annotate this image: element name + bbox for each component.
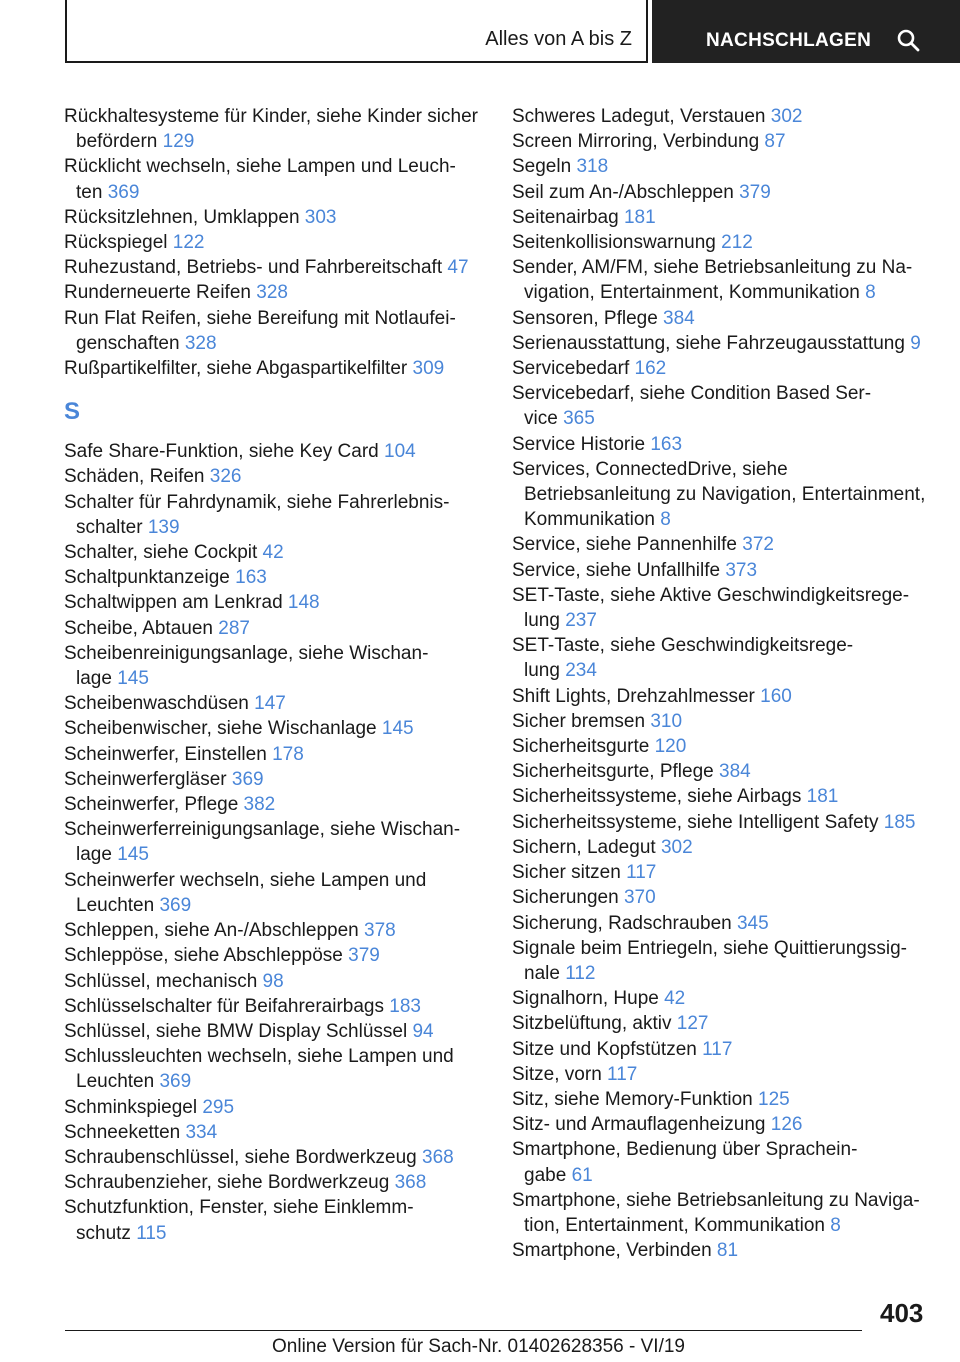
entry-page-link[interactable]: 328: [256, 282, 288, 304]
entry-term: lage: [76, 668, 112, 690]
entry-page-link[interactable]: 302: [660, 836, 693, 858]
entry-term: Service, siehe Unfallhilfe: [512, 559, 721, 581]
index-entry: [512, 1137, 942, 1187]
entry-term: schalter: [76, 516, 143, 538]
entry-term: Schlüssel, siehe BMW Display Schlüssel: [64, 1020, 408, 1042]
index-entry: [512, 230, 942, 255]
index-entry: [64, 616, 494, 641]
entry-page-link[interactable]: 369: [107, 181, 140, 203]
entry-page-link[interactable]: 309: [412, 358, 445, 380]
entry-page-link[interactable]: 127: [676, 1013, 709, 1035]
entry-term: Schweres Ladegut, Verstauen: [512, 106, 766, 127]
entry-page-link[interactable]: 185: [883, 811, 916, 833]
entry-term: Scheinwerfergläser: [64, 768, 227, 790]
entry-page-link[interactable]: 104: [384, 441, 416, 463]
entry-page-link[interactable]: 147: [254, 693, 286, 715]
entry-term: Seitenkollisionswarnung: [512, 232, 716, 254]
index-entry: [64, 154, 494, 204]
index-entry: [64, 767, 494, 792]
entry-term: Sicherheitsgurte, Pflege: [512, 761, 714, 783]
entry-page-link[interactable]: 370: [623, 887, 656, 909]
entry-page-link[interactable]: 8: [660, 509, 671, 531]
entry-page-link[interactable]: 378: [364, 920, 396, 942]
entry-term: Rußpartikelfilter, siehe Abgaspartikelfilter: [64, 358, 408, 380]
index-column-right: [512, 104, 942, 1263]
index-entry: [64, 439, 494, 464]
entry-term: Sicherungen: [512, 887, 619, 909]
entry-page-link[interactable]: 368: [394, 1172, 427, 1194]
entry-page-link[interactable]: 373: [725, 559, 758, 581]
entry-page-link[interactable]: 369: [159, 894, 192, 916]
entry-term: Servicebedarf, siehe Condition Based Ser-: [512, 383, 872, 405]
entry-term: Rückspiegel: [64, 232, 168, 254]
index-entry: [64, 918, 494, 943]
entry-term: Schutzfunktion, Fenster, siehe Einklemm-: [64, 1197, 414, 1219]
entry-term: befördern: [76, 131, 158, 153]
index-entry: [512, 129, 942, 154]
footer-version-text: Online Version für Sach-Nr. 01402628356 - VI/19: [272, 1336, 685, 1357]
index-entry: [512, 457, 942, 533]
entry-term: Sitze, vorn: [512, 1063, 602, 1085]
index-entry: [512, 684, 942, 709]
entry-term: Schleppen, siehe An-/Abschleppen: [64, 920, 359, 942]
index-entry: [512, 558, 942, 583]
entry-page-link[interactable]: 369: [159, 1071, 192, 1093]
entry-page-link[interactable]: 379: [739, 181, 771, 203]
entry-term: Schaltpunktanzeige: [64, 567, 230, 589]
index-entry: [512, 1112, 942, 1137]
entry-term: Schraubenschlüssel, siehe Bordwerkzeug: [64, 1146, 417, 1168]
index-entry: [64, 205, 494, 230]
index-entry: [512, 860, 942, 885]
entry-term: Smartphone, siehe Betriebsanleitung zu Naviga-: [512, 1189, 920, 1211]
entry-term: lung: [524, 610, 560, 632]
index-entry: [512, 532, 942, 557]
index-entry: [64, 691, 494, 716]
entry-term: Sicherung, Radschrauben: [512, 912, 732, 934]
index-entry: [64, 969, 494, 994]
entry-page-link[interactable]: 365: [563, 408, 595, 430]
entry-term: Ruhezustand, Betriebs- und Fahrbereitschaft: [64, 257, 443, 279]
index-entry: [512, 885, 942, 910]
index-entry: [512, 784, 942, 809]
entry-term: Service, siehe Pannenhilfe: [512, 534, 737, 556]
entry-page-link[interactable]: 115: [136, 1222, 167, 1244]
entry-page-link[interactable]: 125: [758, 1088, 790, 1110]
entry-term: Scheibenwischer, siehe Wischanlage: [64, 718, 377, 740]
entry-page-link[interactable]: 9: [910, 332, 921, 354]
entry-term: Betriebsanleitung zu Navigation, Entertainment,: [524, 484, 926, 506]
entry-page-link[interactable]: 295: [202, 1096, 235, 1118]
entry-term: Signale beim Entriegeln, siehe Quittierungssig-: [512, 937, 907, 959]
entry-term: Scheibenwaschdüsen: [64, 693, 249, 715]
entry-term: Schraubenzieher, siehe Bordwerkzeug: [64, 1172, 390, 1194]
entry-page-link[interactable]: 379: [348, 945, 380, 967]
index-entry: [64, 540, 494, 565]
index-entry: [64, 1145, 494, 1170]
index-entry: [512, 255, 942, 305]
entry-page-link[interactable]: 126: [770, 1114, 803, 1136]
index-entry: [512, 1188, 942, 1238]
index-entry: [64, 1095, 494, 1120]
index-entry: [64, 817, 494, 867]
entry-term: Smartphone, Verbinden: [512, 1240, 712, 1262]
entry-page-link[interactable]: 117: [626, 862, 657, 884]
index-entry: [512, 835, 942, 860]
entry-term: lage: [76, 844, 112, 866]
page-number: 403: [880, 1298, 924, 1328]
entry-term: SET-Taste, siehe Geschwindigkeitsrege-: [512, 635, 854, 657]
entry-term: Sitz- und Armauflagenheizung: [512, 1114, 766, 1136]
index-entry: [512, 633, 942, 683]
entry-page-link[interactable]: 384: [719, 761, 751, 783]
entry-term: Sicherheitsgurte: [512, 736, 650, 758]
index-entry: [512, 1011, 942, 1036]
entry-term: Schäden, Reifen: [64, 466, 205, 488]
index-entry: [64, 994, 494, 1019]
index-entry: [64, 230, 494, 255]
entry-term: Sender, AM/FM, siehe Betriebsanleitung zu Na-: [512, 257, 913, 279]
entry-term: Schlüsselschalter für Beifahrerairbags: [64, 995, 384, 1017]
entry-term: Services, ConnectedDrive, siehe: [512, 458, 788, 480]
entry-page-link[interactable]: 178: [272, 743, 304, 765]
entry-term: Runderneuerte Reifen: [64, 282, 251, 304]
entry-term: vigation, Entertainment, Kommunikation: [524, 282, 860, 304]
entry-term: Sicher sitzen: [512, 862, 621, 884]
entry-term: ten: [76, 181, 103, 203]
index-entry: [512, 1238, 942, 1263]
entry-term: Scheibenreinigungsanlage, siehe Wischan-: [64, 642, 429, 664]
index-entry: [64, 792, 494, 817]
entry-term: Segeln: [512, 156, 572, 178]
index-entry: [64, 742, 494, 767]
entry-term: Seil zum An-/Abschleppen: [512, 181, 734, 203]
index-entry: [512, 810, 942, 835]
entry-term: Screen Mirroring, Verbindung: [512, 131, 760, 153]
entry-term: tion, Entertainment, Kommunikation: [524, 1214, 825, 1236]
index-entry: [512, 734, 942, 759]
index-entry: [64, 255, 494, 280]
entry-page-link[interactable]: 382: [243, 794, 276, 816]
index-entry: [512, 911, 942, 936]
index-entry: [512, 104, 942, 129]
entry-page-link[interactable]: 42: [262, 542, 284, 564]
entry-page-link[interactable]: 334: [185, 1121, 218, 1143]
entry-term: Sichern, Ladegut: [512, 836, 656, 858]
entry-term: Schneeketten: [64, 1121, 181, 1143]
index-entry: [512, 180, 942, 205]
entry-page-link[interactable]: 145: [381, 718, 414, 740]
entry-page-link[interactable]: 345: [736, 912, 769, 934]
footer-divider: [65, 1330, 862, 1331]
index-entry: [64, 565, 494, 590]
index-entry: [64, 356, 494, 381]
header-section-box: [65, 0, 648, 63]
entry-page-link[interactable]: 162: [634, 358, 667, 380]
entry-page-link[interactable]: 181: [806, 786, 839, 808]
index-entry: [64, 716, 494, 741]
entry-term: Run Flat Reifen, siehe Bereifung mit Notlaufei-: [64, 307, 456, 329]
index-entry: [512, 936, 942, 986]
entry-page-link[interactable]: 368: [422, 1146, 454, 1168]
entry-term: Rückhaltesysteme für Kinder, siehe Kinder sicher: [64, 106, 478, 127]
entry-page-link[interactable]: 163: [235, 567, 267, 589]
entry-page-link[interactable]: 148: [287, 592, 320, 614]
entry-page-link[interactable]: 328: [184, 332, 217, 354]
entry-page-link[interactable]: 369: [231, 768, 264, 790]
entry-term: Schalter für Fahrdynamik, siehe Fahrerlebnis-: [64, 491, 450, 513]
index-entry: [512, 381, 942, 431]
entry-page-link[interactable]: 117: [607, 1063, 638, 1085]
entry-term: Shift Lights, Drehzahlmesser: [512, 685, 755, 707]
index-entry: [64, 1019, 494, 1044]
entry-page-link[interactable]: 61: [571, 1164, 593, 1186]
nav-tab-nachschlagen[interactable]: [652, 0, 960, 63]
entry-page-link[interactable]: 120: [654, 736, 687, 758]
entry-term: Scheinwerfer wechseln, siehe Lampen und: [64, 869, 427, 891]
section-title: Alles von A bis Z: [485, 28, 632, 50]
entry-page-link[interactable]: 139: [147, 516, 180, 538]
entry-page-link[interactable]: 237: [565, 610, 597, 632]
index-entry: [64, 590, 494, 615]
entry-page-link[interactable]: 183: [389, 995, 421, 1017]
entry-term: Safe Share-Funktion, siehe Key Card: [64, 441, 379, 463]
entry-page-link[interactable]: 122: [172, 232, 205, 254]
search-icon[interactable]: [896, 28, 920, 52]
entry-term: Sitz, siehe Memory-Funktion: [512, 1088, 753, 1110]
index-entry: [64, 1170, 494, 1195]
entry-term: Smartphone, Bedienung über Sprachein-: [512, 1139, 858, 1161]
index-entry: [64, 641, 494, 691]
entry-term: Rücklicht wechseln, siehe Lampen und Leuch-: [64, 156, 456, 178]
entry-term: Scheinwerferreinigungsanlage, siehe Wischan-: [64, 819, 461, 841]
index-entry: [64, 868, 494, 918]
index-entry: [512, 432, 942, 457]
entry-term: gabe: [524, 1164, 567, 1186]
entry-page-link[interactable]: 8: [830, 1214, 841, 1236]
entry-term: Schlüssel, mechanisch: [64, 970, 258, 992]
index-entry: [512, 1062, 942, 1087]
entry-term: Scheinwerfer, Einstellen: [64, 743, 267, 765]
entry-term: SET-Taste, siehe Aktive Geschwindigkeitsrege-: [512, 584, 910, 606]
entry-term: Leuchten: [76, 1071, 155, 1093]
entry-page-link[interactable]: 47: [447, 257, 469, 279]
entry-term: Schminkspiegel: [64, 1096, 198, 1118]
entry-page-link[interactable]: 98: [262, 970, 284, 992]
index-entry: [512, 356, 942, 381]
index-entry: [64, 1044, 494, 1094]
entry-term: Signalhorn, Hupe: [512, 988, 659, 1010]
entry-page-link[interactable]: 87: [764, 131, 786, 153]
entry-term: Sicherheitssysteme, siehe Intelligent Safety: [512, 811, 879, 833]
index-entry: [64, 280, 494, 305]
entry-term: Sensoren, Pflege: [512, 307, 658, 329]
entry-term: Serienausstattung, siehe Fahrzeugausstattung: [512, 332, 905, 354]
nav-tab-label: NACHSCHLAGEN: [706, 30, 872, 51]
entry-page-link[interactable]: 234: [565, 660, 597, 682]
entry-term: genschaften: [76, 332, 180, 354]
index-entry: [64, 104, 494, 154]
entry-term: Leuchten: [76, 894, 155, 916]
index-entry: [512, 583, 942, 633]
entry-page-link[interactable]: 302: [770, 106, 803, 127]
index-entry: [512, 154, 942, 179]
entry-term: lung: [524, 660, 560, 682]
entry-page-link[interactable]: 117: [702, 1038, 733, 1060]
index-entry: [512, 759, 942, 784]
index-entry: [64, 943, 494, 968]
letter-heading: S: [64, 398, 81, 426]
entry-page-link[interactable]: 372: [742, 534, 774, 556]
entry-page-link[interactable]: 163: [650, 433, 683, 455]
entry-term: Scheibe, Abtauen: [64, 617, 213, 639]
entry-page-link[interactable]: 42: [664, 988, 686, 1010]
index-entry: [512, 1087, 942, 1112]
index-entry: [64, 1120, 494, 1145]
entry-term: Sicherheitssysteme, siehe Airbags: [512, 786, 802, 808]
entry-page-link[interactable]: 145: [117, 668, 149, 690]
entry-page-link[interactable]: 212: [721, 232, 753, 254]
entry-term: Sitzbelüftung, aktiv: [512, 1013, 672, 1035]
entry-page-link[interactable]: 384: [663, 307, 695, 329]
index-entry: [64, 306, 494, 356]
entry-page-link[interactable]: 81: [716, 1240, 739, 1262]
entry-term: vice: [524, 408, 558, 430]
entry-page-link[interactable]: 8: [865, 282, 876, 304]
entry-page-link[interactable]: 318: [576, 156, 609, 178]
entry-term: nale: [524, 962, 560, 984]
entry-page-link[interactable]: 287: [218, 617, 250, 639]
entry-term: Schaltwippen am Lenkrad: [64, 592, 283, 614]
index-column-left: [64, 104, 494, 1246]
index-entry: [64, 1195, 494, 1245]
entry-term: Service Historie: [512, 433, 646, 455]
entry-term: Schalter, siehe Cockpit: [64, 542, 258, 564]
index-entry: [512, 709, 942, 734]
entry-page-link[interactable]: 326: [209, 466, 242, 488]
entry-term: Servicebedarf: [512, 358, 630, 380]
index-entry: [512, 1037, 942, 1062]
entry-term: Schleppöse, siehe Abschleppöse: [64, 945, 343, 967]
entry-term: Rücksitzlehnen, Umklappen: [64, 206, 300, 228]
entry-page-link[interactable]: 145: [117, 844, 149, 866]
entry-page-link[interactable]: 112: [565, 962, 596, 984]
entry-term: schutz: [76, 1222, 131, 1244]
index-entry: [64, 490, 494, 540]
entry-term: Seitenairbag: [512, 206, 619, 228]
index-entry: [512, 986, 942, 1011]
index-entry: [64, 464, 494, 489]
entry-page-link[interactable]: 129: [162, 131, 195, 153]
index-entry: [512, 331, 942, 356]
index-entry: [512, 205, 942, 230]
entry-term: Kommunikation: [524, 509, 655, 531]
entry-term: Scheinwerfer, Pflege: [64, 794, 239, 816]
entry-page-link[interactable]: 310: [650, 710, 683, 732]
index-entry: [512, 306, 942, 331]
entry-page-link[interactable]: 303: [304, 206, 337, 228]
entry-page-link[interactable]: 181: [623, 206, 656, 228]
entry-page-link[interactable]: 94: [412, 1020, 434, 1042]
entry-term: Sitze und Kopfstützen: [512, 1038, 697, 1060]
entry-page-link[interactable]: 160: [760, 685, 792, 707]
entry-term: Sicher bremsen: [512, 710, 646, 732]
entry-term: Schlussleuchten wechseln, siehe Lampen und: [64, 1046, 454, 1068]
